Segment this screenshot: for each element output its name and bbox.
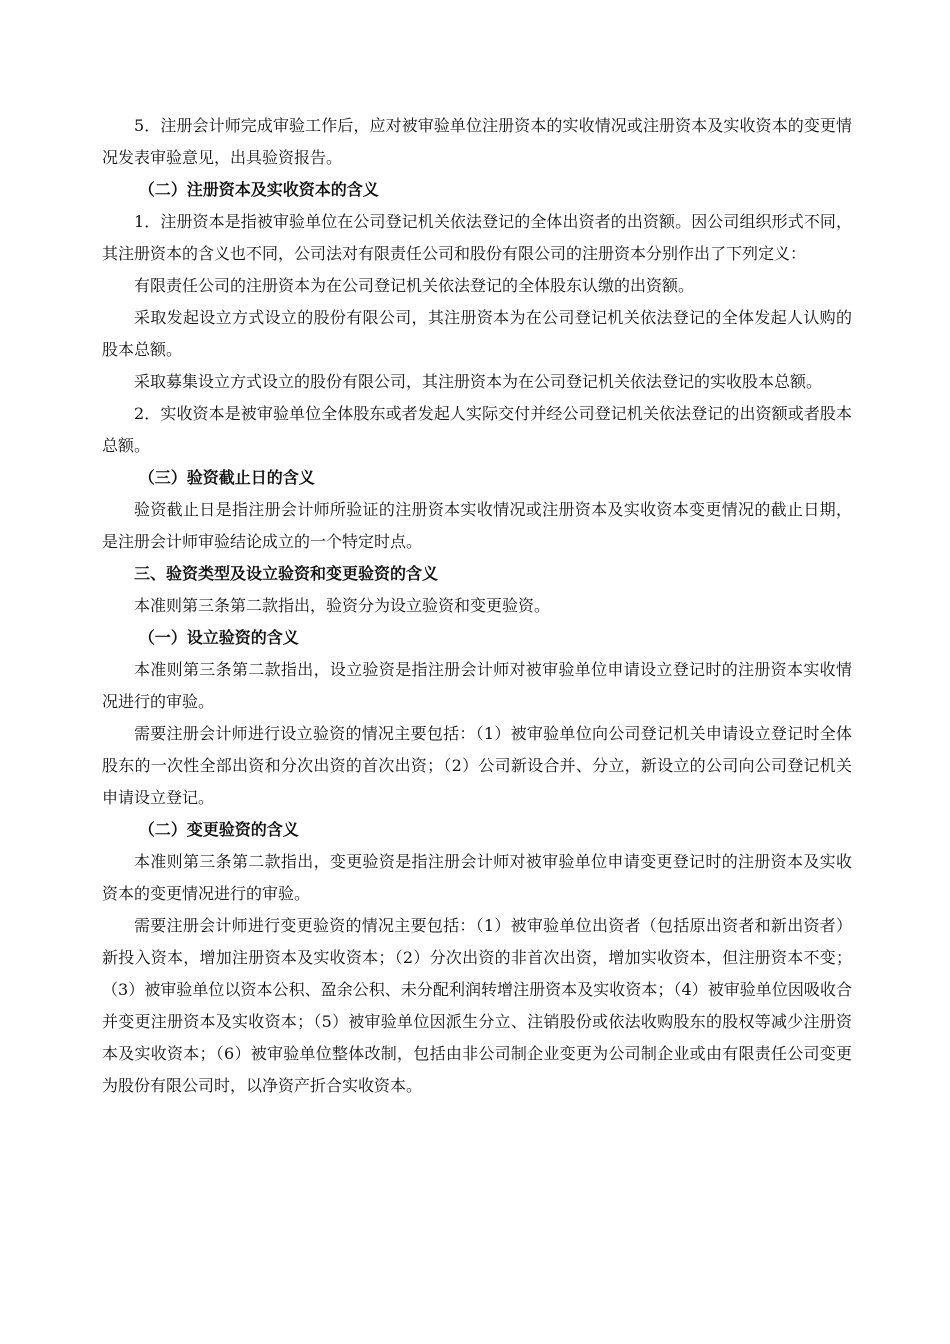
paragraph: 本准则第三条第二款指出，设立验资是指注册会计师对被审验单位申请设立登记时的注册资本实收情况进行的审验。 <box>102 660 852 711</box>
paragraph: 采取募集设立方式设立的股份有限公司，其注册资本为在公司登记机关依法登记的实收股本总额。 <box>134 372 823 391</box>
section-subheading: （二）注册资本及实收资本的含义 <box>138 180 379 199</box>
section-heading: 三、验资类型及设立验资和变更验资的含义 <box>134 564 439 583</box>
paragraph: 本准则第三条第二款指出，验资分为设立验资和变更验资。 <box>134 596 551 615</box>
paragraph: 需要注册会计师进行变更验资的情况主要包括：（1）被审验单位出资者（包括原出资者和新出资者）新投入资本，增加注册资本及实收资本；（2）分次出资的非首次出资，增加实收资本，但注册资本不变；（3）被审验单位以资本公积、盈余公积、未分配利润转增注册资本及实收资本；（4）被审验单位因吸收合并变更注册资本及实收资本；（5）被审验单位因派生分立、注销股份或依法收购股东的股权等减少注册资本及实收资本；（6）被审验单位整体改制，包括由非公司制企业变更为公司制企业或由有限责任公司变更为股份有限公司时，以净资产折合实收资本。 <box>102 916 852 1095</box>
section-subheading: （一）设立验资的含义 <box>138 628 299 647</box>
section-subheading: （二）变更验资的含义 <box>138 820 299 839</box>
paragraph: 验资截止日是指注册会计师所验证的注册资本实收情况或注册资本及实收资本变更情况的截止日期，是注册会计师审验结论成立的一个特定时点。 <box>102 500 852 551</box>
paragraph: 5．注册会计师完成审验工作后，应对被审验单位注册资本的实收情况或注册资本及实收资本的变更情况发表审验意见，出具验资报告。 <box>102 116 852 167</box>
document-page <box>102 110 852 1102</box>
paragraph: 采取发起设立方式设立的股份有限公司，其注册资本为在公司登记机关依法登记的全体发起人认购的股本总额。 <box>102 308 852 359</box>
paragraph: 本准则第三条第二款指出，变更验资是指注册会计师对被审验单位申请变更登记时的注册资本及实收资本的变更情况进行的审验。 <box>102 852 852 903</box>
paragraph: 2．实收资本是被审验单位全体股东或者发起人实际交付并经公司登记机关依法登记的出资额或者股本总额。 <box>102 404 852 455</box>
paragraph: 有限责任公司的注册资本为在公司登记机关依法登记的全体股东认缴的出资额。 <box>134 276 695 295</box>
paragraph: 1．注册资本是指被审验单位在公司登记机关依法登记的全体出资者的出资额。因公司组织形式不同，其注册资本的含义也不同，公司法对有限责任公司和股份有限公司的注册资本分别作出了下列定义： <box>102 212 852 263</box>
section-subheading: （三）验资截止日的含义 <box>138 468 315 487</box>
paragraph: 需要注册会计师进行设立验资的情况主要包括：（1）被审验单位向公司登记机关申请设立登记时全体股东的一次性全部出资和分次出资的首次出资；（2）公司新设合并、分立，新设立的公司向公司登记机关申请设立登记。 <box>102 724 852 807</box>
